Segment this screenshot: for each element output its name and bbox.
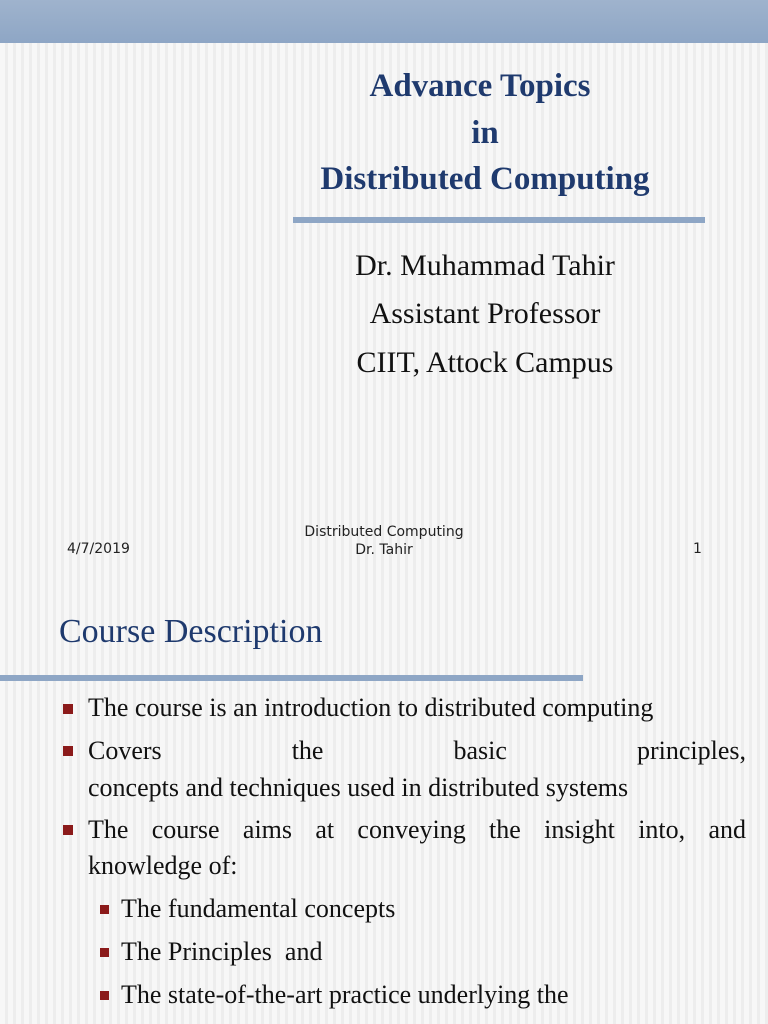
bullet-3-line-2: knowledge of:: [88, 851, 238, 880]
footer-center: [284, 523, 484, 559]
bullet-square-icon: [63, 825, 73, 835]
sub-bullet-square-icon: [100, 991, 109, 1000]
bullet-square-icon: [63, 704, 73, 714]
author-position: Assistant Professor: [369, 297, 601, 330]
footer-date: 4/7/2019: [67, 541, 130, 557]
bullet-2-line-1: Covers the basic principles,: [88, 736, 746, 765]
bullet-square-icon: [63, 746, 73, 756]
heading-divider: [0, 675, 583, 681]
sub-bullet-2: The Principles and: [121, 937, 323, 966]
footer-page-number: 1: [693, 541, 702, 557]
bullet-3-line-1: The course aims at conveying the insight into, and: [88, 815, 746, 844]
author-name: Dr. Muhammad Tahir: [355, 249, 615, 282]
slide-title-line-3: Distributed Computing: [320, 161, 650, 197]
slide-title-line-1: Advance Topics: [369, 68, 591, 104]
sub-bullet-1: The fundamental concepts: [121, 894, 396, 923]
sub-bullet-square-icon: [100, 948, 109, 957]
bullet-1: The course is an introduction to distributed computing: [88, 693, 654, 722]
slide-header-bar: [0, 0, 768, 43]
slide-heading: Course Description: [59, 613, 323, 650]
sub-bullet-3: The state-of-the-art practice underlying the: [121, 980, 569, 1009]
sub-bullet-square-icon: [100, 905, 109, 914]
footer-course: Distributed Computing: [304, 524, 464, 540]
slide-title-line-2: in: [471, 115, 499, 151]
content-slide: [0, 583, 768, 1024]
footer-author: Dr. Tahir: [355, 542, 413, 558]
bullet-2-line-2: concepts and techniques used in distributed systems: [88, 773, 629, 802]
title-divider: [293, 217, 705, 223]
author-affiliation: CIIT, Attock Campus: [356, 346, 614, 379]
